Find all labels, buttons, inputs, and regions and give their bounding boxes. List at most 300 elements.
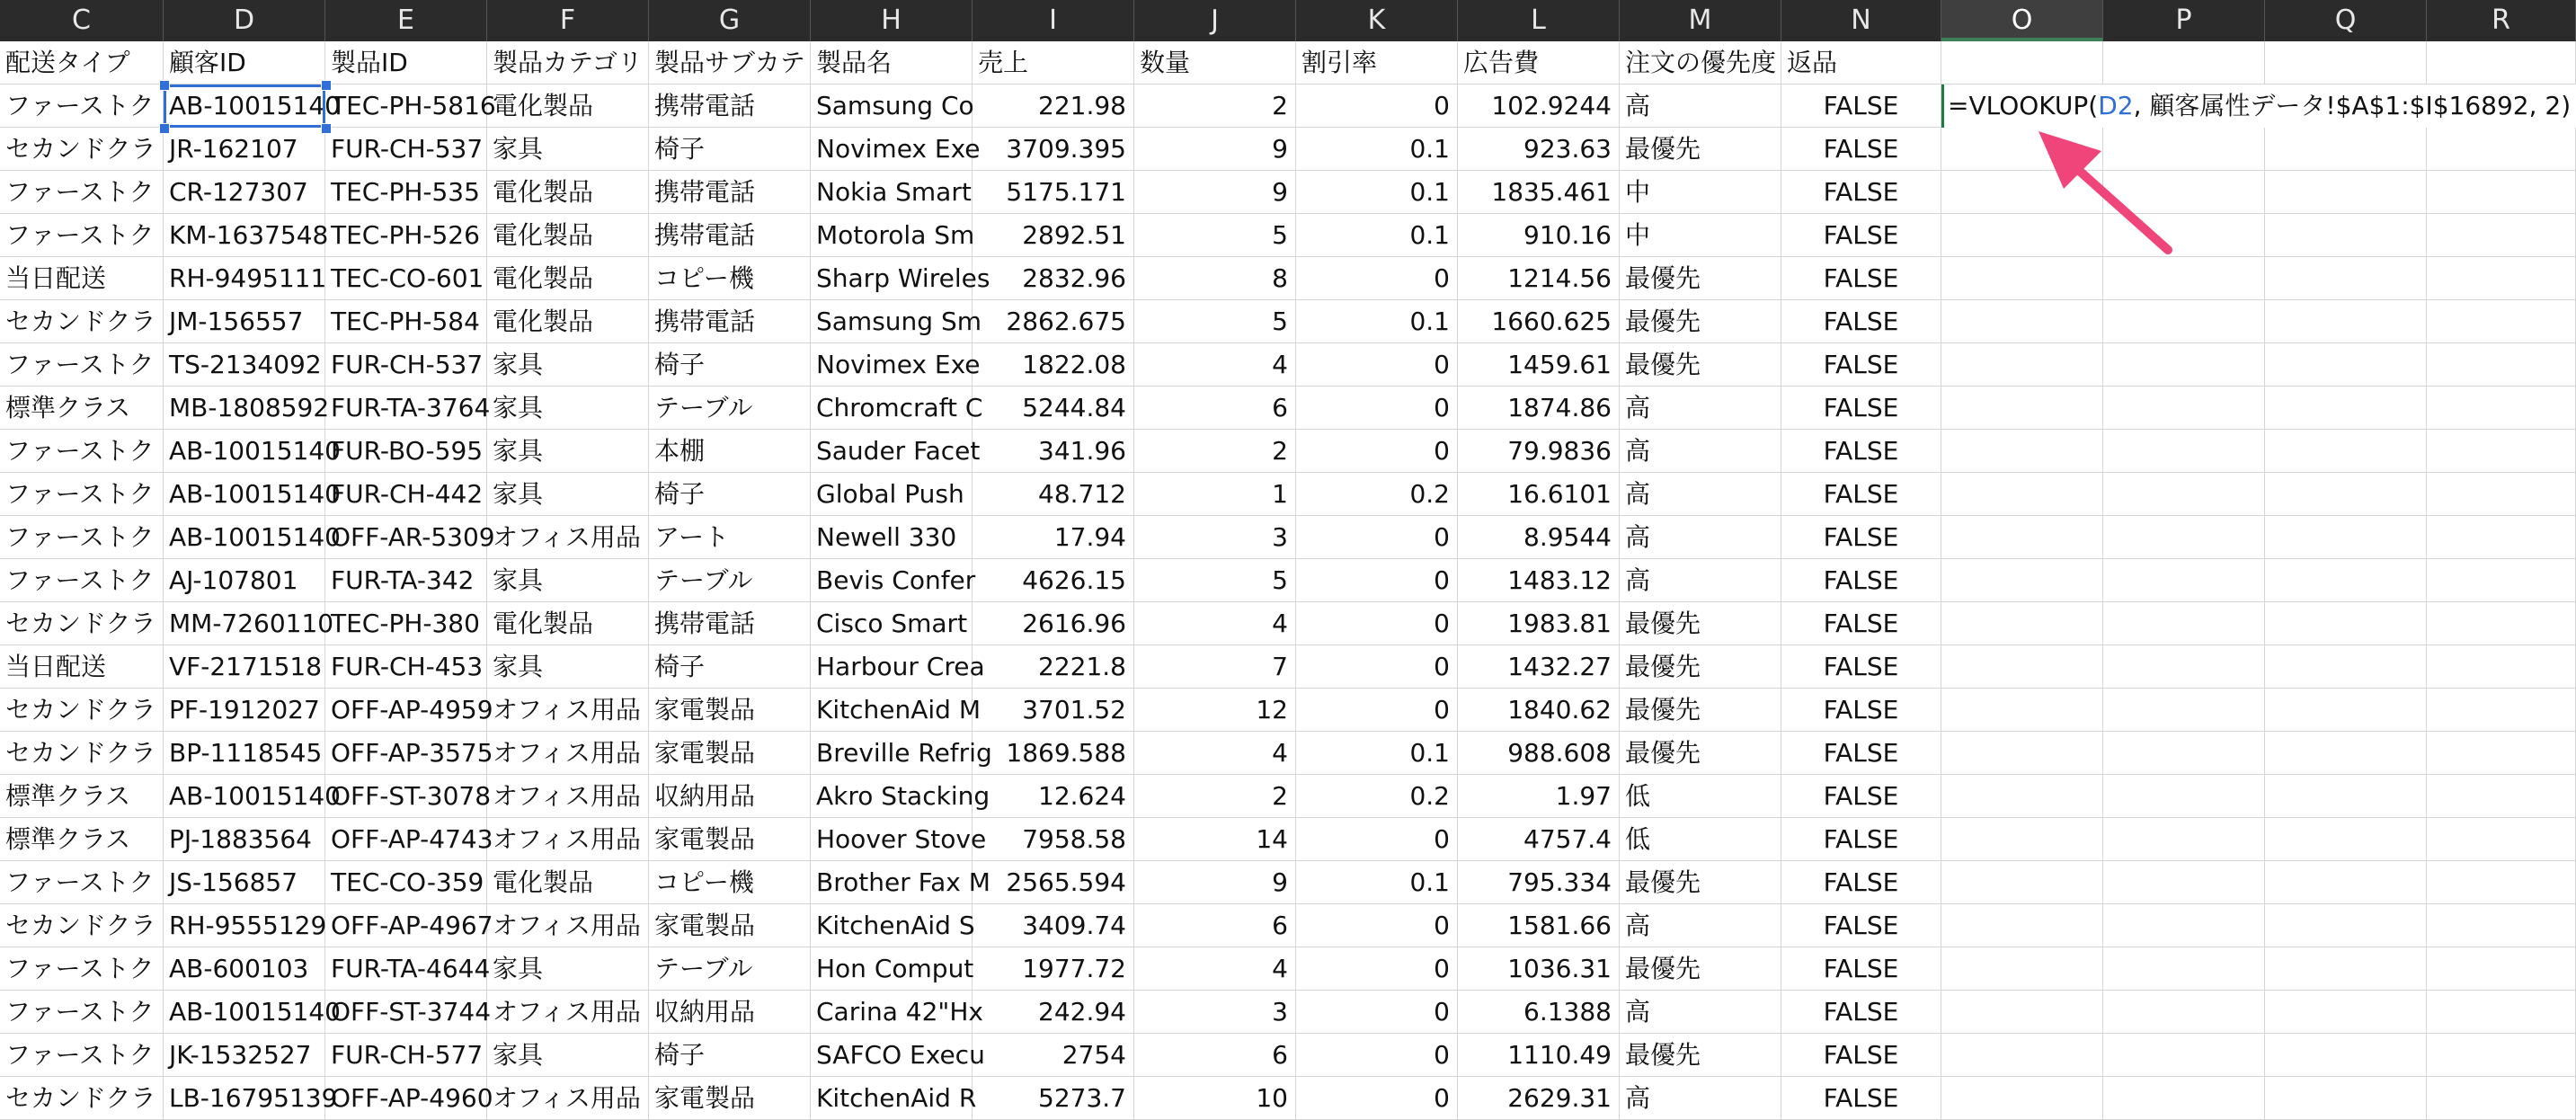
- cell-I21[interactable]: 3409.74: [973, 904, 1134, 947]
- cell-F5[interactable]: 電化製品: [487, 214, 649, 257]
- cell-L9[interactable]: 1874.86: [1458, 387, 1620, 430]
- cell-E4[interactable]: TEC-PH-535: [325, 171, 487, 214]
- cell-M22[interactable]: 最優先: [1620, 947, 1781, 991]
- cell-D12[interactable]: AB-10015140: [164, 516, 325, 559]
- cell-D9[interactable]: MB-1808592: [164, 387, 325, 430]
- cell-C10[interactable]: ファーストク: [0, 430, 164, 473]
- cell-D21[interactable]: RH-9555129: [164, 904, 325, 947]
- cell-I14[interactable]: 2616.96: [973, 602, 1134, 645]
- cell-G11[interactable]: 椅子: [649, 473, 811, 516]
- cell-H9[interactable]: Chromcraft C: [811, 387, 973, 430]
- cell-H11[interactable]: Global Push: [811, 473, 973, 516]
- cell-G4[interactable]: 携帯電話: [649, 171, 811, 214]
- cell-E24[interactable]: FUR-CH-577: [325, 1034, 487, 1077]
- cell-I4[interactable]: 5175.171: [973, 171, 1134, 214]
- cell-F13[interactable]: 家具: [487, 559, 649, 602]
- cell-D17[interactable]: BP-1118545: [164, 732, 325, 775]
- cell-I16[interactable]: 3701.52: [973, 689, 1134, 732]
- cell-F19[interactable]: オフィス用品: [487, 818, 649, 861]
- cell-F14[interactable]: 電化製品: [487, 602, 649, 645]
- cell-G17[interactable]: 家電製品: [649, 732, 811, 775]
- cell-F11[interactable]: 家具: [487, 473, 649, 516]
- cell-J24[interactable]: 6: [1134, 1034, 1296, 1077]
- header-cell-K[interactable]: 割引率: [1296, 41, 1458, 84]
- cell-L16[interactable]: 1840.62: [1458, 689, 1620, 732]
- cell-G25[interactable]: 家電製品: [649, 1077, 811, 1120]
- cell-J11[interactable]: 1: [1134, 473, 1296, 516]
- cell-K19[interactable]: 0: [1296, 818, 1458, 861]
- cell-N23[interactable]: FALSE: [1781, 991, 1941, 1034]
- cell-N22[interactable]: FALSE: [1781, 947, 1941, 991]
- cell-G21[interactable]: 家電製品: [649, 904, 811, 947]
- cell-E15[interactable]: FUR-CH-453: [325, 645, 487, 689]
- cell-L11[interactable]: 16.6101: [1458, 473, 1620, 516]
- cell-I3[interactable]: 3709.395: [973, 128, 1134, 171]
- cell-L4[interactable]: 1835.461: [1458, 171, 1620, 214]
- cell-K6[interactable]: 0: [1296, 257, 1458, 300]
- cell-E20[interactable]: TEC-CO-359: [325, 861, 487, 904]
- header-cell-E[interactable]: 製品ID: [325, 41, 487, 84]
- cell-C18[interactable]: 標準クラス: [0, 775, 164, 818]
- cell-J25[interactable]: 10: [1134, 1077, 1296, 1120]
- cell-M24[interactable]: 最優先: [1620, 1034, 1781, 1077]
- cell-C8[interactable]: ファーストク: [0, 343, 164, 387]
- cell-G6[interactable]: コピー機: [649, 257, 811, 300]
- cell-E8[interactable]: FUR-CH-537: [325, 343, 487, 387]
- cell-F15[interactable]: 家具: [487, 645, 649, 689]
- cell-G8[interactable]: 椅子: [649, 343, 811, 387]
- cell-H5[interactable]: Motorola Sm: [811, 214, 973, 257]
- cell-F21[interactable]: オフィス用品: [487, 904, 649, 947]
- cell-J20[interactable]: 9: [1134, 861, 1296, 904]
- cell-K17[interactable]: 0.1: [1296, 732, 1458, 775]
- cell-C21[interactable]: セカンドクラ: [0, 904, 164, 947]
- cell-C3[interactable]: セカンドクラ: [0, 128, 164, 171]
- cell-F20[interactable]: 電化製品: [487, 861, 649, 904]
- cell-D23[interactable]: AB-10015140: [164, 991, 325, 1034]
- cell-C22[interactable]: ファーストク: [0, 947, 164, 991]
- cell-C25[interactable]: セカンドクラ: [0, 1077, 164, 1120]
- cell-K2[interactable]: 0: [1296, 84, 1458, 128]
- column-header-E[interactable]: E: [325, 0, 487, 41]
- cell-E5[interactable]: TEC-PH-526: [325, 214, 487, 257]
- cell-D15[interactable]: VF-2171518: [164, 645, 325, 689]
- cell-M4[interactable]: 中: [1620, 171, 1781, 214]
- cell-H10[interactable]: Sauder Facet: [811, 430, 973, 473]
- cell-C17[interactable]: セカンドクラ: [0, 732, 164, 775]
- cell-F6[interactable]: 電化製品: [487, 257, 649, 300]
- column-header-O[interactable]: O: [1941, 0, 2103, 41]
- cell-E18[interactable]: OFF-ST-3078: [325, 775, 487, 818]
- cell-H25[interactable]: KitchenAid R: [811, 1077, 973, 1120]
- cell-G16[interactable]: 家電製品: [649, 689, 811, 732]
- cell-M19[interactable]: 低: [1620, 818, 1781, 861]
- cell-L21[interactable]: 1581.66: [1458, 904, 1620, 947]
- cell-L8[interactable]: 1459.61: [1458, 343, 1620, 387]
- cell-C5[interactable]: ファーストク: [0, 214, 164, 257]
- cell-E21[interactable]: OFF-AP-4967: [325, 904, 487, 947]
- cell-H14[interactable]: Cisco Smart: [811, 602, 973, 645]
- cell-G2[interactable]: 携帯電話: [649, 84, 811, 128]
- column-header-J[interactable]: J: [1134, 0, 1296, 41]
- cell-K3[interactable]: 0.1: [1296, 128, 1458, 171]
- cell-J17[interactable]: 4: [1134, 732, 1296, 775]
- column-header-P[interactable]: P: [2103, 0, 2265, 41]
- cell-K16[interactable]: 0: [1296, 689, 1458, 732]
- cell-G10[interactable]: 本棚: [649, 430, 811, 473]
- cell-F16[interactable]: オフィス用品: [487, 689, 649, 732]
- header-cell-F[interactable]: 製品カテゴリ: [487, 41, 649, 84]
- cell-K12[interactable]: 0: [1296, 516, 1458, 559]
- header-cell-N[interactable]: 返品: [1781, 41, 1941, 84]
- cell-J18[interactable]: 2: [1134, 775, 1296, 818]
- cell-I19[interactable]: 7958.58: [973, 818, 1134, 861]
- cell-M10[interactable]: 高: [1620, 430, 1781, 473]
- cell-N15[interactable]: FALSE: [1781, 645, 1941, 689]
- cell-M23[interactable]: 高: [1620, 991, 1781, 1034]
- cell-H6[interactable]: Sharp Wireles: [811, 257, 973, 300]
- cell-L24[interactable]: 1110.49: [1458, 1034, 1620, 1077]
- cell-G14[interactable]: 携帯電話: [649, 602, 811, 645]
- column-header-N[interactable]: N: [1781, 0, 1941, 41]
- cell-J19[interactable]: 14: [1134, 818, 1296, 861]
- cell-J9[interactable]: 6: [1134, 387, 1296, 430]
- cell-E14[interactable]: TEC-PH-380: [325, 602, 487, 645]
- cell-L17[interactable]: 988.608: [1458, 732, 1620, 775]
- column-header-K[interactable]: K: [1296, 0, 1458, 41]
- cell-G12[interactable]: アート: [649, 516, 811, 559]
- cell-F7[interactable]: 電化製品: [487, 300, 649, 343]
- cell-C4[interactable]: ファーストク: [0, 171, 164, 214]
- cell-J14[interactable]: 4: [1134, 602, 1296, 645]
- cell-M3[interactable]: 最優先: [1620, 128, 1781, 171]
- cell-D7[interactable]: JM-156557: [164, 300, 325, 343]
- cell-M11[interactable]: 高: [1620, 473, 1781, 516]
- header-cell-C[interactable]: 配送タイプ: [0, 41, 164, 84]
- cell-D10[interactable]: AB-10015140: [164, 430, 325, 473]
- cell-L10[interactable]: 79.9836: [1458, 430, 1620, 473]
- cell-K23[interactable]: 0: [1296, 991, 1458, 1034]
- cell-I9[interactable]: 5244.84: [973, 387, 1134, 430]
- cell-G7[interactable]: 携帯電話: [649, 300, 811, 343]
- cell-I20[interactable]: 2565.594: [973, 861, 1134, 904]
- cell-E23[interactable]: OFF-ST-3744: [325, 991, 487, 1034]
- cell-J6[interactable]: 8: [1134, 257, 1296, 300]
- cell-C19[interactable]: 標準クラス: [0, 818, 164, 861]
- header-cell-I[interactable]: 売上: [973, 41, 1134, 84]
- cell-L3[interactable]: 923.63: [1458, 128, 1620, 171]
- cell-M21[interactable]: 高: [1620, 904, 1781, 947]
- cell-I18[interactable]: 12.624: [973, 775, 1134, 818]
- cell-D16[interactable]: PF-1912027: [164, 689, 325, 732]
- cell-G18[interactable]: 収納用品: [649, 775, 811, 818]
- cell-C12[interactable]: ファーストク: [0, 516, 164, 559]
- cell-C24[interactable]: ファーストク: [0, 1034, 164, 1077]
- cell-H18[interactable]: Akro Stacking: [811, 775, 973, 818]
- cell-H3[interactable]: Novimex Exe: [811, 128, 973, 171]
- cell-N9[interactable]: FALSE: [1781, 387, 1941, 430]
- cell-J10[interactable]: 2: [1134, 430, 1296, 473]
- cell-C23[interactable]: ファーストク: [0, 991, 164, 1034]
- cell-F8[interactable]: 家具: [487, 343, 649, 387]
- cell-F9[interactable]: 家具: [487, 387, 649, 430]
- cell-N17[interactable]: FALSE: [1781, 732, 1941, 775]
- cell-J12[interactable]: 3: [1134, 516, 1296, 559]
- cell-M13[interactable]: 高: [1620, 559, 1781, 602]
- cell-K25[interactable]: 0: [1296, 1077, 1458, 1120]
- column-header-H[interactable]: H: [811, 0, 973, 41]
- cell-E3[interactable]: FUR-CH-537: [325, 128, 487, 171]
- cell-L13[interactable]: 1483.12: [1458, 559, 1620, 602]
- cell-J8[interactable]: 4: [1134, 343, 1296, 387]
- column-header-Q[interactable]: Q: [2265, 0, 2427, 41]
- cell-C14[interactable]: セカンドクラ: [0, 602, 164, 645]
- cell-D6[interactable]: RH-9495111: [164, 257, 325, 300]
- cell-N19[interactable]: FALSE: [1781, 818, 1941, 861]
- cell-D20[interactable]: JS-156857: [164, 861, 325, 904]
- cell-F24[interactable]: 家具: [487, 1034, 649, 1077]
- cell-L19[interactable]: 4757.4: [1458, 818, 1620, 861]
- cell-N6[interactable]: FALSE: [1781, 257, 1941, 300]
- cell-G24[interactable]: 椅子: [649, 1034, 811, 1077]
- cell-I15[interactable]: 2221.8: [973, 645, 1134, 689]
- cell-C7[interactable]: セカンドクラ: [0, 300, 164, 343]
- cell-M15[interactable]: 最優先: [1620, 645, 1781, 689]
- cell-D14[interactable]: MM-7260110: [164, 602, 325, 645]
- cell-M8[interactable]: 最優先: [1620, 343, 1781, 387]
- cell-K24[interactable]: 0: [1296, 1034, 1458, 1077]
- header-cell-J[interactable]: 数量: [1134, 41, 1296, 84]
- cell-K14[interactable]: 0: [1296, 602, 1458, 645]
- cell-D24[interactable]: JK-1532527: [164, 1034, 325, 1077]
- cell-C13[interactable]: ファーストク: [0, 559, 164, 602]
- cell-C15[interactable]: 当日配送: [0, 645, 164, 689]
- cell-G19[interactable]: 家電製品: [649, 818, 811, 861]
- cell-E16[interactable]: OFF-AP-4959: [325, 689, 487, 732]
- cell-F18[interactable]: オフィス用品: [487, 775, 649, 818]
- column-header-M[interactable]: M: [1620, 0, 1781, 41]
- cell-I6[interactable]: 2832.96: [973, 257, 1134, 300]
- cell-D11[interactable]: AB-10015140: [164, 473, 325, 516]
- cell-H7[interactable]: Samsung Sm: [811, 300, 973, 343]
- column-header-G[interactable]: G: [649, 0, 811, 41]
- cell-D19[interactable]: PJ-1883564: [164, 818, 325, 861]
- cell-D2[interactable]: AB-10015140: [164, 84, 325, 128]
- cell-M2[interactable]: 高: [1620, 84, 1781, 128]
- cell-D5[interactable]: KM-1637548: [164, 214, 325, 257]
- cell-I8[interactable]: 1822.08: [973, 343, 1134, 387]
- cell-I12[interactable]: 17.94: [973, 516, 1134, 559]
- cell-F25[interactable]: オフィス用品: [487, 1077, 649, 1120]
- cell-E7[interactable]: TEC-PH-584: [325, 300, 487, 343]
- cell-H17[interactable]: Breville Refrig: [811, 732, 973, 775]
- cell-I11[interactable]: 48.712: [973, 473, 1134, 516]
- cell-N13[interactable]: FALSE: [1781, 559, 1941, 602]
- cell-L22[interactable]: 1036.31: [1458, 947, 1620, 991]
- cell-K8[interactable]: 0: [1296, 343, 1458, 387]
- cell-D3[interactable]: JR-162107: [164, 128, 325, 171]
- cell-I23[interactable]: 242.94: [973, 991, 1134, 1034]
- column-header-C[interactable]: C: [0, 0, 164, 41]
- cell-H15[interactable]: Harbour Crea: [811, 645, 973, 689]
- cell-J2[interactable]: 2: [1134, 84, 1296, 128]
- cell-J13[interactable]: 5: [1134, 559, 1296, 602]
- cell-N20[interactable]: FALSE: [1781, 861, 1941, 904]
- cell-J4[interactable]: 9: [1134, 171, 1296, 214]
- cell-J22[interactable]: 4: [1134, 947, 1296, 991]
- cell-G5[interactable]: 携帯電話: [649, 214, 811, 257]
- cell-N7[interactable]: FALSE: [1781, 300, 1941, 343]
- cell-K5[interactable]: 0.1: [1296, 214, 1458, 257]
- cell-L23[interactable]: 6.1388: [1458, 991, 1620, 1034]
- cell-E13[interactable]: FUR-TA-342: [325, 559, 487, 602]
- column-header-R[interactable]: R: [2427, 0, 2576, 41]
- cell-E19[interactable]: OFF-AP-4743: [325, 818, 487, 861]
- cell-H12[interactable]: Newell 330: [811, 516, 973, 559]
- cell-H23[interactable]: Carina 42"Hx: [811, 991, 973, 1034]
- cell-N14[interactable]: FALSE: [1781, 602, 1941, 645]
- cell-C16[interactable]: セカンドクラ: [0, 689, 164, 732]
- cell-M14[interactable]: 最優先: [1620, 602, 1781, 645]
- cell-F2[interactable]: 電化製品: [487, 84, 649, 128]
- cell-E6[interactable]: TEC-CO-601: [325, 257, 487, 300]
- cell-H13[interactable]: Bevis Confer: [811, 559, 973, 602]
- cell-F22[interactable]: 家具: [487, 947, 649, 991]
- cell-I13[interactable]: 4626.15: [973, 559, 1134, 602]
- cell-N10[interactable]: FALSE: [1781, 430, 1941, 473]
- cell-K22[interactable]: 0: [1296, 947, 1458, 991]
- cell-G3[interactable]: 椅子: [649, 128, 811, 171]
- cell-D22[interactable]: AB-600103: [164, 947, 325, 991]
- cell-L20[interactable]: 795.334: [1458, 861, 1620, 904]
- cell-J16[interactable]: 12: [1134, 689, 1296, 732]
- cell-M16[interactable]: 最優先: [1620, 689, 1781, 732]
- cell-E25[interactable]: OFF-AP-4960: [325, 1077, 487, 1120]
- cell-F3[interactable]: 家具: [487, 128, 649, 171]
- cell-M20[interactable]: 最優先: [1620, 861, 1781, 904]
- cell-G15[interactable]: 椅子: [649, 645, 811, 689]
- cell-N2[interactable]: FALSE: [1781, 84, 1941, 128]
- cell-D4[interactable]: CR-127307: [164, 171, 325, 214]
- cell-E2[interactable]: TEC-PH-5816: [325, 84, 487, 128]
- cell-K13[interactable]: 0: [1296, 559, 1458, 602]
- cell-L2[interactable]: 102.9244: [1458, 84, 1620, 128]
- cell-N25[interactable]: FALSE: [1781, 1077, 1941, 1120]
- cell-J21[interactable]: 6: [1134, 904, 1296, 947]
- cell-M18[interactable]: 低: [1620, 775, 1781, 818]
- cell-K10[interactable]: 0: [1296, 430, 1458, 473]
- cell-K7[interactable]: 0.1: [1296, 300, 1458, 343]
- cell-N8[interactable]: FALSE: [1781, 343, 1941, 387]
- cell-F4[interactable]: 電化製品: [487, 171, 649, 214]
- cell-L14[interactable]: 1983.81: [1458, 602, 1620, 645]
- header-cell-M[interactable]: 注文の優先度: [1620, 41, 1781, 84]
- cell-G9[interactable]: テーブル: [649, 387, 811, 430]
- cell-I24[interactable]: 2754: [973, 1034, 1134, 1077]
- cell-K18[interactable]: 0.2: [1296, 775, 1458, 818]
- cell-J23[interactable]: 3: [1134, 991, 1296, 1034]
- column-header-L[interactable]: L: [1458, 0, 1620, 41]
- cell-N11[interactable]: FALSE: [1781, 473, 1941, 516]
- cell-I22[interactable]: 1977.72: [973, 947, 1134, 991]
- cell-D13[interactable]: AJ-107801: [164, 559, 325, 602]
- cell-M6[interactable]: 最優先: [1620, 257, 1781, 300]
- cell-N4[interactable]: FALSE: [1781, 171, 1941, 214]
- cell-F17[interactable]: オフィス用品: [487, 732, 649, 775]
- cell-G23[interactable]: 収納用品: [649, 991, 811, 1034]
- cell-H2[interactable]: Samsung Co: [811, 84, 973, 128]
- cell-F23[interactable]: オフィス用品: [487, 991, 649, 1034]
- cell-J5[interactable]: 5: [1134, 214, 1296, 257]
- cell-M9[interactable]: 高: [1620, 387, 1781, 430]
- cell-G22[interactable]: テーブル: [649, 947, 811, 991]
- cell-E10[interactable]: FUR-BO-595: [325, 430, 487, 473]
- cell-E9[interactable]: FUR-TA-3764: [325, 387, 487, 430]
- cell-D18[interactable]: AB-10015140: [164, 775, 325, 818]
- cell-G13[interactable]: テーブル: [649, 559, 811, 602]
- cell-M17[interactable]: 最優先: [1620, 732, 1781, 775]
- cell-H19[interactable]: Hoover Stove: [811, 818, 973, 861]
- cell-H20[interactable]: Brother Fax M: [811, 861, 973, 904]
- cell-K15[interactable]: 0: [1296, 645, 1458, 689]
- cell-N5[interactable]: FALSE: [1781, 214, 1941, 257]
- cell-L15[interactable]: 1432.27: [1458, 645, 1620, 689]
- header-cell-H[interactable]: 製品名: [811, 41, 973, 84]
- cell-L25[interactable]: 2629.31: [1458, 1077, 1620, 1120]
- header-cell-L[interactable]: 広告費: [1458, 41, 1620, 84]
- cell-F10[interactable]: 家具: [487, 430, 649, 473]
- cell-K9[interactable]: 0: [1296, 387, 1458, 430]
- cell-I2[interactable]: 221.98: [973, 84, 1134, 128]
- cell-N16[interactable]: FALSE: [1781, 689, 1941, 732]
- cell-H24[interactable]: SAFCO Execu: [811, 1034, 973, 1077]
- cell-F12[interactable]: オフィス用品: [487, 516, 649, 559]
- cell-I10[interactable]: 341.96: [973, 430, 1134, 473]
- cell-N12[interactable]: FALSE: [1781, 516, 1941, 559]
- cell-L5[interactable]: 910.16: [1458, 214, 1620, 257]
- cell-L6[interactable]: 1214.56: [1458, 257, 1620, 300]
- cell-M7[interactable]: 最優先: [1620, 300, 1781, 343]
- cell-C11[interactable]: ファーストク: [0, 473, 164, 516]
- cell-I17[interactable]: 1869.588: [973, 732, 1134, 775]
- cell-M5[interactable]: 中: [1620, 214, 1781, 257]
- cell-H4[interactable]: Nokia Smart: [811, 171, 973, 214]
- cell-L12[interactable]: 8.9544: [1458, 516, 1620, 559]
- column-header-I[interactable]: I: [973, 0, 1134, 41]
- cell-D8[interactable]: TS-2134092: [164, 343, 325, 387]
- cell-E12[interactable]: OFF-AR-5309: [325, 516, 487, 559]
- cell-J3[interactable]: 9: [1134, 128, 1296, 171]
- cell-J15[interactable]: 7: [1134, 645, 1296, 689]
- cell-J7[interactable]: 5: [1134, 300, 1296, 343]
- column-header-D[interactable]: D: [164, 0, 325, 41]
- cell-K11[interactable]: 0.2: [1296, 473, 1458, 516]
- cell-G20[interactable]: コピー機: [649, 861, 811, 904]
- cell-E17[interactable]: OFF-AP-3575: [325, 732, 487, 775]
- cell-N21[interactable]: FALSE: [1781, 904, 1941, 947]
- cell-C9[interactable]: 標準クラス: [0, 387, 164, 430]
- cell-M12[interactable]: 高: [1620, 516, 1781, 559]
- cell-H21[interactable]: KitchenAid S: [811, 904, 973, 947]
- cell-I25[interactable]: 5273.7: [973, 1077, 1134, 1120]
- cell-K4[interactable]: 0.1: [1296, 171, 1458, 214]
- cell-D25[interactable]: LB-16795139: [164, 1077, 325, 1120]
- cell-H8[interactable]: Novimex Exe: [811, 343, 973, 387]
- cell-E22[interactable]: FUR-TA-4644: [325, 947, 487, 991]
- column-header-F[interactable]: F: [487, 0, 649, 41]
- cell-I7[interactable]: 2862.675: [973, 300, 1134, 343]
- header-cell-D[interactable]: 顧客ID: [164, 41, 325, 84]
